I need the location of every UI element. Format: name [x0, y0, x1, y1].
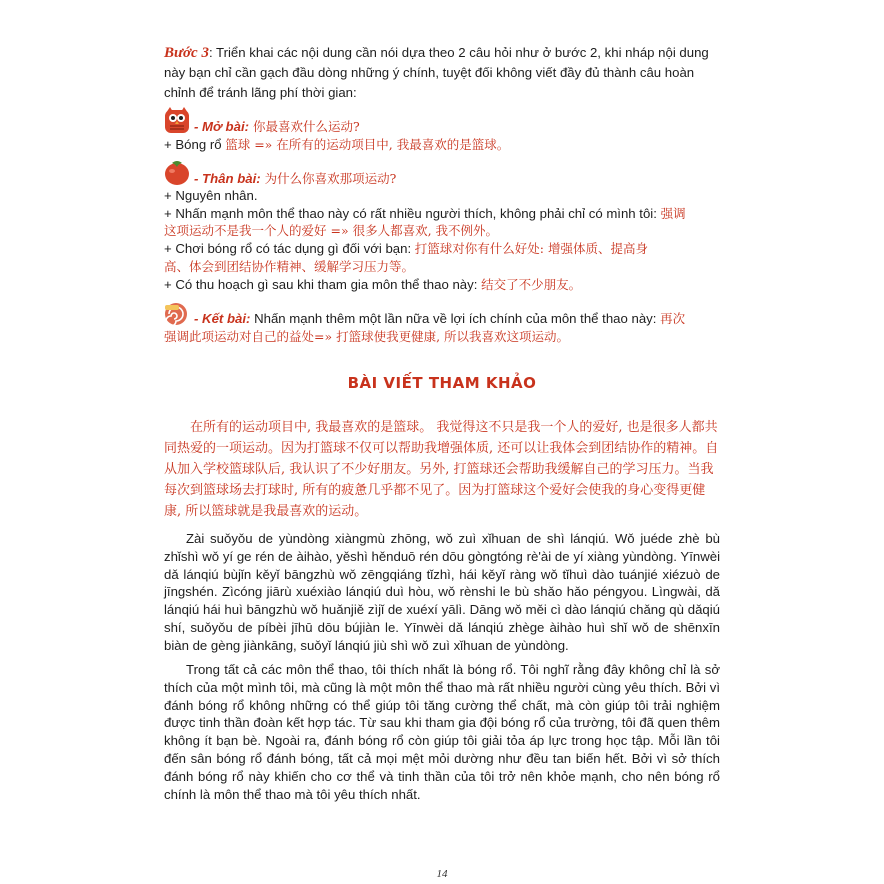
than-bai-item-3-cn-b: 高、体会到团结协作精神、缓解学习压力等。 — [164, 259, 415, 274]
than-bai-item-4-vi: + Có thu hoạch gì sau khi tham gia môn thể thao này: — [164, 277, 482, 292]
than-bai-item-3-cn-a: 打篮球对你有什么好处: 增强体质、提高身 — [414, 241, 648, 256]
than-bai-item-2-cn-b: 这项运动不是我一个人的爱好 =» 很多人都喜欢, 我不例外。 — [164, 223, 499, 238]
ket-bai-title: - Kết bài: — [194, 311, 251, 326]
mo-bai-title: - Mở bài: — [194, 119, 250, 134]
than-bai-item-2-cn-a: 强调 — [660, 206, 686, 221]
snail-icon — [163, 300, 191, 328]
than-bai-heading — [194, 170, 754, 189]
than-bai-item-2 — [164, 205, 724, 224]
than-bai-item-4-cn: 结交了不少朋友。 — [481, 277, 582, 292]
reference-vietnamese-paragraph: Trong tất cả các môn thể thao, tôi thích nhất là bóng rổ. Tôi nghĩ rằng đây không chỉ là sở thích của một mình tôi, mà cũng là một môn thể thao mà rất nhiều người cùng yêu thích. Bởi vì đánh bóng rổ không những có thể giúp tôi tăng cường thể chất, mà còn giúp tôi trải nghiệm được tinh thần đoàn kết hợp tác. Từ sau khi tham gia đội bóng rổ của trường, tôi đã quen thêm không ít bạn bè. Ngoài ra, đánh bóng rổ còn giúp tôi giải tỏa áp lực trong học tập. Mỗi lần tôi đến sân bóng rổ đánh bóng, tất cả mọi mệt mỏi dường như đều tan biến hết. Bởi vì sở thích đánh bóng rổ này khiến cho cơ thể và tinh thần của tôi trở nên khỏe mạnh, cho nên bóng rổ chính là môn thể thao mà tôi yêu thích nhất. — [164, 662, 720, 802]
ket-bai-heading — [194, 310, 754, 329]
than-bai-item-4 — [164, 276, 724, 295]
mo-bai-answer-cn: 篮球 =» 在所有的运动项目中, 我最喜欢的是篮球。 — [225, 137, 510, 152]
ket-bai-text-cn-a: 再次 — [660, 311, 686, 326]
than-bai-item-3-vi: + Chơi bóng rổ có tác dụng gì đối với bạn: — [164, 241, 415, 256]
mo-bai-heading — [194, 118, 754, 137]
reference-title: BÀI VIẾT THAM KHẢO — [347, 374, 537, 392]
than-bai-item-1: + Nguyên nhân. — [164, 188, 258, 203]
page-number: 14 — [436, 868, 448, 880]
ket-bai-text-vi: Nhấn mạnh thêm một lần nữa về lợi ích chính của môn thể thao này: — [250, 311, 661, 326]
step3-line-1 — [164, 44, 724, 63]
reference-pinyin-paragraph: Zài suǒyǒu de yùndòng xiàngmù zhōng, wǒ zuì xǐhuan de shì lánqiú. Wǒ juéde zhè bù zhǐshì wǒ yí ge rén de àihào, yěshì hěnduō rén dōu gòngtóng rè'ài de yí xiàng yùndòng. Yīnwèi dǎ lánqiú bùjǐn kěyǐ bāngzhù wǒ zēngqiáng tǐzhì, hái kěyǐ ràng wǒ tǐhuì dào tuánjié xiézuò de jīngshén. Zìcóng jiārù xuéxiào lánqiú duì hòu, wǒ rènshi le bù shǎo hǎo péngyou. Lìngwài, dǎ lánqiú hái huì bāngzhù wǒ huǎnjiě zìjǐ de xuéxí yālì. Dāng wǒ měi cì dào lánqiú chǎng qù dǎqiú shí, suǒyǒu de píbèi jīhū dōu bújiàn le. Yīnwèi dǎ lánqiú zhège àihào huì shǐ wǒ de shēnxīn biàn de gèng jiànkāng, suǒyǐ lánqiú jiù shì wǒ zuì xǐhuan de yùndòng. — [164, 531, 720, 653]
step3-line-2: này bạn chỉ cần gạch đầu dòng những ý chính, tuyệt đối không viết đầy đủ thành câu hoàn — [164, 65, 695, 80]
step3-line-3: chỉnh để tránh lãng phí thời gian: — [164, 85, 357, 100]
mo-bai-answer — [164, 136, 724, 155]
owl-icon — [163, 107, 191, 135]
step3-text-1: : Triển khai các nội dung cần nói dựa theo 2 câu hỏi như ở bước 2, khi nháp nội dung — [208, 45, 709, 60]
mo-bai-question: 你最喜欢什么运动? — [249, 119, 360, 134]
than-bai-question: 为什么你喜欢那项运动? — [260, 171, 397, 186]
than-bai-item-3 — [164, 240, 724, 259]
tomato-icon — [163, 158, 191, 186]
step3-label: Bước 3 — [164, 45, 209, 61]
than-bai-title: - Thân bài: — [194, 171, 261, 186]
reference-chinese-text: 在所有的运动项目中, 我最喜欢的是篮球。 我觉得这不只是我一个人的爱好, 也是很多人都共同热爱的一项运动。因为打篮球不仅可以帮助我增强体质, 还可以让我体会到团结协作的精神。自从加入学校篮球队后, 我认识了不少好朋友。另外, 打篮球还会帮助我缓解自己的学习压力。当我每次到篮球场去打球时, 所有的疲惫几乎都不见了。因为打篮球这个爱好会使我的身心变得更健康, 所以篮球就是我最喜欢的运动。 — [164, 420, 719, 519]
than-bai-item-2-vi: + Nhấn mạnh môn thể thao này có rất nhiều người thích, không phải chỉ có mình tôi: — [164, 206, 661, 221]
mo-bai-answer-prefix: + Bóng rổ — [164, 137, 226, 152]
reference-chinese-paragraph — [164, 417, 720, 522]
ket-bai-text-cn-b: 强调此项运动对自己的益处=» 打篮球使我更健康, 所以我喜欢这项运动。 — [164, 329, 570, 344]
